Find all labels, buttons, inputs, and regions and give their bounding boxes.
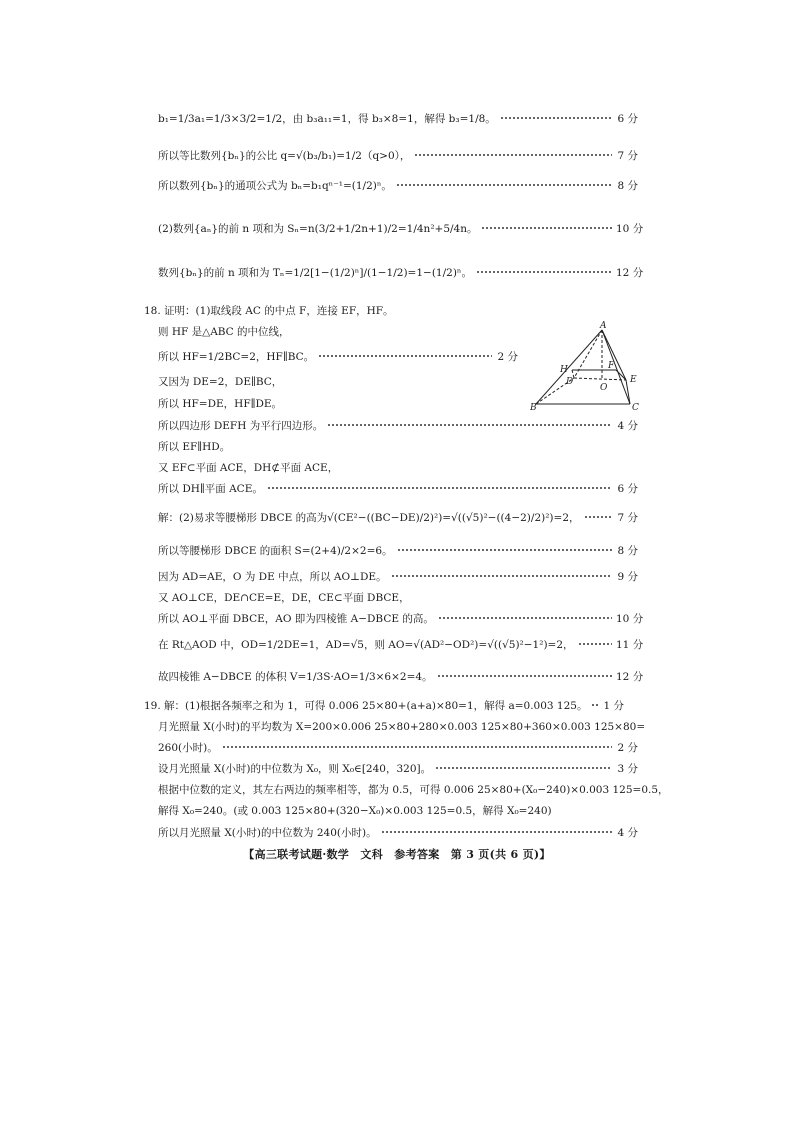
answer-line [158,636,644,652]
dot-leader [481,227,612,229]
score-label: 3 分 [617,762,638,775]
dot-leader [397,549,612,551]
dot-leader [267,487,612,489]
answer-line [158,610,644,626]
dot-leader [438,617,612,619]
score-label: 12 分 [616,670,644,683]
edge-ef [616,370,626,380]
line-text: 260(小时)。 [158,741,218,754]
dot-leader [318,355,492,357]
label-h: H [560,365,568,375]
answer-line-ratio [158,147,638,163]
line-text: (2)数列{aₙ}的前 n 项和为 Sₙ=n(3/2+1/2n+1)/2=1/4n²+5/4n。 [158,222,478,235]
score-label: 12 分 [616,266,644,279]
answer-line [158,718,646,734]
line-text: 所以 AO⊥平面 DBCE，AO 即为四棱锥 A−DBCE 的高。 [158,612,434,625]
line-text: 在 Rt△AOD 中，OD=1/2DE=1，AD=√5，则 AO=√(AD²−OD²)=√((√5)²−1²)=2， [158,638,574,651]
score-label: 11 分 [616,638,644,651]
dot-leader [327,424,612,426]
pyramid-figure [530,320,642,412]
line-text: 又 EF⊂平面 ACE，DH⊄平面 ACE， [158,461,339,474]
dot-leader [476,271,612,273]
label-e: E [630,375,637,385]
score-label: 4 分 [617,826,638,839]
dot-leader [396,184,612,186]
line-text: 所以月光照量 X(小时)的中位数为 240(小时)。 [158,826,377,839]
score-label: 9 分 [617,570,638,583]
edge-ab [536,330,602,404]
line-text: 根据中位数的定义，其左右两边的频率相等，都为 0.5，可得 0.006 25×80+(X₀−240)×0.003 125=0.5， [158,783,669,796]
label-o: O [600,383,608,393]
line-text: 所以等比数列{bₙ}的公比 q=√(b₃/b₁)=1/2（q>0）， [158,149,411,162]
dot-leader [584,516,612,518]
score-label: 7 分 [617,149,638,162]
answer-line [158,781,669,797]
dot-leader [391,575,612,577]
label-b: B [530,403,537,412]
score-label: 2 分 [497,350,518,363]
score-label: 2 分 [617,741,638,754]
line-text: 又 AO⊥CE，DE∩CE=E，DE，CE⊂平面 DBCE， [158,591,410,604]
line-text: 所以数列{bₙ}的通项公式为 bₙ=b₁qⁿ⁻¹=(1/2)ⁿ。 [158,179,392,192]
dot-leader [437,675,612,677]
line-text: 所以 DH∥平面 ACE。 [158,482,263,495]
answer-line [158,480,638,496]
answer-line [158,417,638,433]
dot-leader [591,704,598,706]
line-text: 设月光照量 X(小时)的中位数为 X₀，则 X₀∈[240，320]。 [158,762,432,775]
answer-line-tn [158,264,644,280]
score-label: 6 分 [617,112,638,125]
line-text: 数列{bₙ}的前 n 项和为 Tₙ=1/2[1−(1/2)ⁿ]/(1−1/2)=1−(1/2)ⁿ。 [158,266,472,279]
answer-line [158,542,638,558]
label-a: A [600,321,607,331]
score-label: 1 分 [603,699,624,712]
label-d: D [566,377,574,387]
line-text: 所以 HF=DE，HF∥DE。 [158,397,283,410]
answer-line [158,668,644,684]
answer-line [158,802,638,818]
line-text: 所以等腰梯形 DBCE 的面积 S=(2+4)/2×2=6。 [158,544,393,557]
line-text: 所以四边形 DEFH 为平行四边形。 [158,419,324,432]
answer-line [158,438,638,454]
answer-line [158,509,638,525]
answer-line [158,760,638,776]
line-text: 所以 EF∥HD。 [158,440,231,453]
line-text: b₁=1/3a₁=1/3×3/2=1/2，由 b₃a₁₁=1，得 b₃×8=1，解得 b₃=1/8。 [158,112,496,125]
dot-leader [578,643,612,645]
answer-line [158,459,638,475]
question-18-start [144,302,624,318]
answer-line-bn [158,177,638,193]
dot-leader [381,831,612,833]
edge-ad-hidden [574,330,602,378]
dot-leader [500,117,612,119]
label-f: F [608,361,615,371]
line-text: 解得 X₀=240。(或 0.003 125×80+(320−X₀)×0.003 125=0.5，解得 X₀=240) [158,804,552,817]
score-label: 8 分 [617,544,638,557]
answer-line [158,348,518,364]
line-text: 月光照量 X(小时)的平均数为 X=200×0.006 25×80+280×0.003 125×80+360×0.003 125×80= [158,720,646,733]
answer-line-b1 [158,110,638,126]
score-label: 10 分 [616,222,644,235]
score-label: 7 分 [617,511,638,524]
label-c: C [632,403,639,412]
page-footer: 【高三联考试题·数学 文科 参考答案 第 3 页(共 6 页)】 [243,848,551,861]
edge-de-hidden [574,378,626,380]
line-text: 19. 解：(1)根据各频率之和为 1，可得 0.006 25×80+(a+a)×80=1，解得 a=0.003 125。 [144,699,588,712]
answer-line [158,568,638,584]
line-text: 则 HF 是△ABC 的中位线， [158,325,290,338]
answer-line [158,824,638,840]
score-label: 10 分 [616,612,644,625]
line-text: 又因为 DE=2，DE∥BC， [158,375,283,388]
answer-line [158,739,638,755]
question-19-start [144,697,624,713]
line-text: 故四棱锥 A−DBCE 的体积 V=1/3S·AO=1/3×6×2=4。 [158,670,433,683]
line-text: 18. 证明：(1)取线段 AC 的中点 F，连接 EF，HF。 [144,304,394,317]
score-label: 6 分 [617,482,638,495]
edge-ae [602,330,626,380]
dot-leader [222,746,612,748]
line-text: 所以 HF=1/2BC=2，HF∥BC。 [158,350,315,363]
dot-leader [435,767,612,769]
score-label: 8 分 [617,179,638,192]
dot-leader [414,154,612,156]
answer-line-sn [158,220,644,236]
score-label: 4 分 [617,419,638,432]
line-text: 解：(2)易求等腰梯形 DBCE 的高为√(CE²−((BC−DE)/2)²)=√((√5)²−((4−2)/2)²)=2， [158,511,580,524]
line-text: 因为 AD=AE，O 为 DE 中点，所以 AO⊥DE。 [158,570,387,583]
answer-line [158,589,638,605]
